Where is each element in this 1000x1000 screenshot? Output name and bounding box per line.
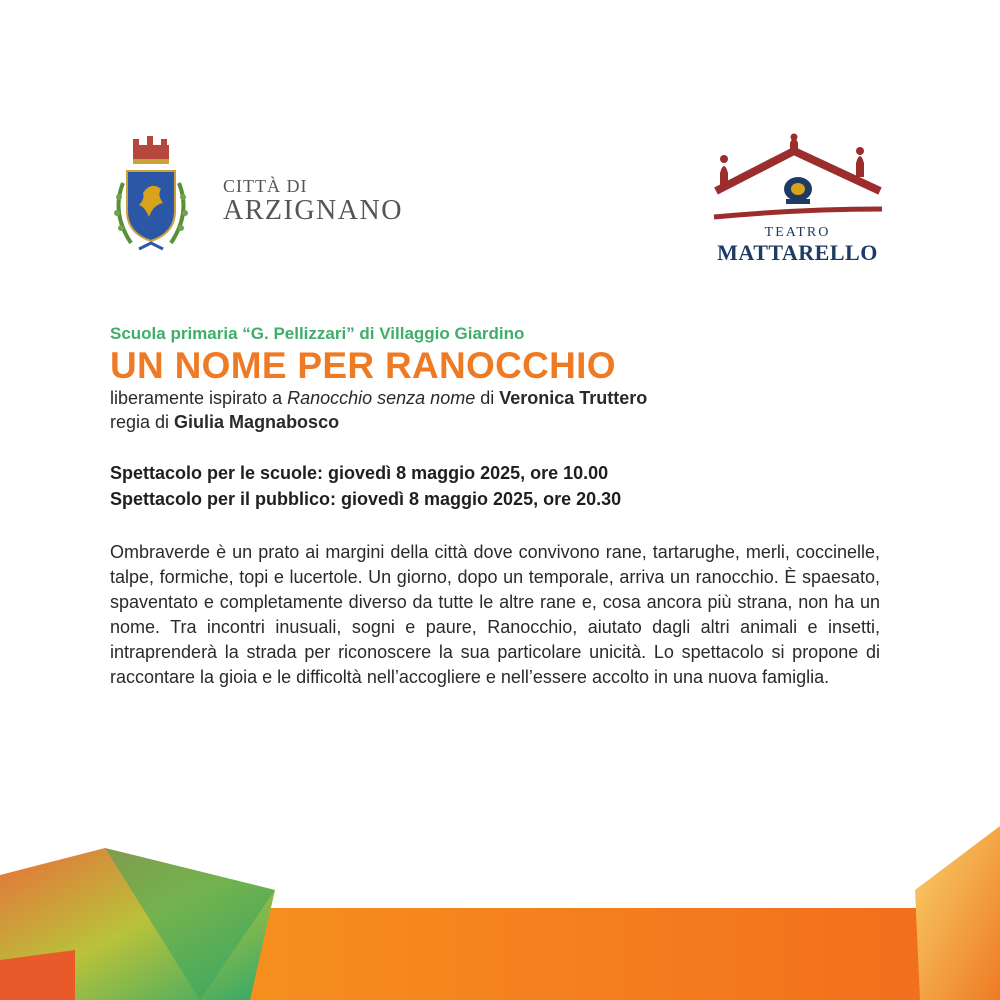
event-details — [110, 323, 880, 690]
director-name: Giulia Magnabosco — [174, 412, 340, 432]
city-label-big: ARZIGNANO — [223, 195, 403, 226]
inspired-prefix: liberamente ispirato a — [110, 388, 288, 408]
school-name: Scuola primaria “G. Pellizzari” di Villaggio Giardino — [110, 324, 525, 343]
theatre-label-small: TEATRO — [764, 225, 831, 240]
inspired-work: Ranocchio senza nome — [287, 388, 476, 408]
coat-of-arms-icon — [105, 133, 195, 261]
show-title: UN NOME PER RANOCCHIO — [110, 345, 616, 386]
city-label-small: CITTÀ DI — [223, 176, 308, 196]
director-prefix: regia di — [110, 412, 175, 432]
inspired-by: di — [475, 388, 500, 408]
show-schools: Spettacolo per le scuole: giovedì 8 maggio 2025, ore 10.00 — [110, 463, 609, 483]
show-public: Spettacolo per il pubblico: giovedì 8 maggio 2025, ore 20.30 — [110, 489, 622, 509]
city-logo — [105, 133, 405, 263]
show-description: Ombraverde è un prato ai margini della città dove convivono rane, tartarughe, merli, coccinelle, talpe, formiche, topi e lucertole. Un giorno, dopo un temporale, arriva un ranocchio. È spaesato, spaventato e completamente diverso da tutte le altre rane e, cosa ancora più strana, non ha un nome. Tra incontri inusuali, sogni e paure, Ranocchio, aiutato dagli altri animali e insetti, intraprenderà la strada per riconoscere la sua particolare unicità. Lo spettacolo si propone di raccontare la gioia e le difficoltà nell’accogliere e nell’essere accolto in una nuova famiglia. — [110, 542, 880, 687]
show-times — [110, 460, 880, 512]
director-line — [110, 410, 880, 434]
decorative-footer — [0, 820, 1000, 1000]
theatre-roof-icon — [710, 133, 885, 225]
theatre-label-big: MATTARELLO — [717, 240, 878, 265]
theatre-logo — [710, 133, 885, 265]
theatre-name — [710, 225, 885, 265]
city-name — [223, 176, 403, 226]
inspiration-line — [110, 386, 880, 410]
author-name: Veronica Truttero — [499, 388, 648, 408]
